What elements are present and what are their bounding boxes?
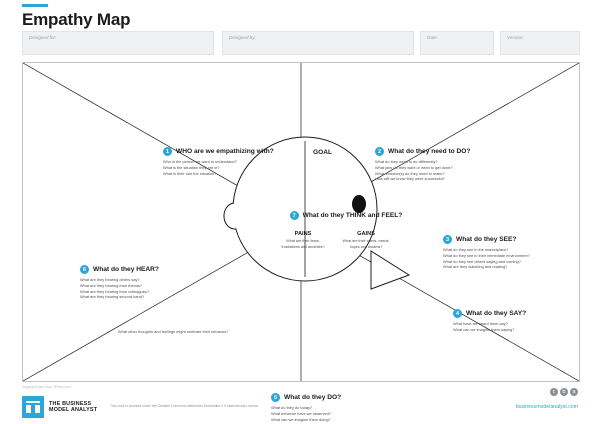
- think-title: What do they THINK and FEEL?: [302, 212, 403, 219]
- block-who: [163, 147, 274, 176]
- see-title: What do they SEE?: [456, 236, 517, 243]
- gains-label: GAINS: [357, 231, 375, 237]
- who-title: WHO are we empathizing with?: [176, 148, 274, 155]
- who-line-1: Who is the person we want to understand?: [163, 159, 237, 164]
- page-title: Empathy Map: [22, 10, 131, 29]
- by-icon: b: [560, 388, 568, 396]
- think-number: 7: [290, 211, 299, 220]
- gains-group: [335, 231, 397, 250]
- copyright-note: Copyright Dave Gray, XPlane.com: [22, 385, 71, 389]
- date-label: Date:: [427, 35, 438, 40]
- block-do: [271, 393, 341, 422]
- hear-number: 6: [80, 265, 89, 274]
- say-line-1: What have we heard them say?: [453, 321, 508, 326]
- see-line-2: What do they see in their immediate environment?: [443, 252, 530, 258]
- date-field[interactable]: [420, 31, 494, 55]
- see-lines: [443, 247, 530, 270]
- hear-line-1: What are they hearing others say?: [80, 277, 140, 282]
- brand-line-1: THE BUSINESS: [49, 401, 92, 407]
- brand-mark-icon: [22, 396, 44, 418]
- say-line-2: What can we imagine them saying?: [453, 326, 515, 332]
- who-lines: [163, 159, 274, 176]
- designed-by-field[interactable]: [222, 31, 414, 55]
- do-title: What do they DO?: [284, 394, 342, 401]
- see-number: 3: [443, 235, 452, 244]
- need-to-do-lines: [375, 159, 470, 182]
- hear-line-4: What are they hearing second-hand?: [80, 294, 145, 300]
- see-line-1: What do they see in the marketplace?: [443, 247, 509, 252]
- designed-by-label: Designed by:: [229, 35, 256, 40]
- gains-line-2: hopes and dreams?: [349, 244, 383, 249]
- bottom-question: What other thoughts and feelings might motivate their behavior?: [118, 329, 229, 334]
- need-to-do-line-2: What jobs do they want or need to get done?: [375, 164, 453, 170]
- say-number: 4: [453, 309, 462, 318]
- say-title: What do they SAY?: [466, 310, 527, 317]
- who-line-3: What is their role the situation?: [163, 170, 217, 176]
- pains-label: PAINS: [294, 231, 312, 237]
- hear-lines: [80, 277, 159, 300]
- do-number: 5: [271, 393, 280, 402]
- creative-commons-icons: [550, 388, 578, 396]
- do-line-1: What do they do today?: [271, 405, 313, 410]
- need-to-do-title: What do they need to DO?: [388, 148, 471, 155]
- block-need-to-do: [375, 147, 470, 182]
- brand-line-2: MODEL ANALYST: [49, 407, 98, 413]
- see-line-3: What do they see others saying and coming?: [443, 258, 521, 264]
- do-line-2: What behavior have we observed?: [271, 410, 331, 416]
- goal-label: GOAL: [313, 149, 333, 156]
- block-think-and-feel: [266, 211, 426, 223]
- block-say: [453, 309, 526, 333]
- gains-line-1: What are their wants, needs,: [342, 239, 390, 243]
- hear-line-2: What are they hearing from friends?: [80, 282, 143, 288]
- need-to-do-line-3: What decision(s) do they need to make?: [375, 170, 445, 176]
- need-to-do-number: 2: [375, 147, 384, 156]
- pains-line-2: frustrations and anxieties?: [281, 244, 325, 249]
- brand-text: [49, 401, 97, 413]
- block-hear: [80, 265, 159, 300]
- brand-logo: [22, 396, 97, 418]
- license-note: This work is licensed under the Creative Commons Attribution-ShareAlike 4.0 International License.: [110, 404, 259, 408]
- designed-for-field[interactable]: [22, 31, 214, 55]
- do-line-3: What can we imagine them doing?: [271, 416, 331, 422]
- title-accent-rule: [22, 4, 48, 7]
- hear-title: What do they HEAR?: [93, 266, 159, 273]
- block-see: [443, 235, 530, 270]
- who-number: 1: [163, 147, 172, 156]
- website-link[interactable]: businessmodelanalyst.com: [515, 404, 578, 410]
- need-to-do-line-4: How will we know they were successful?: [375, 176, 445, 182]
- pains-line-1: What are their fears,: [286, 239, 320, 243]
- pains-group: [275, 231, 331, 250]
- cc-icon: c: [550, 388, 558, 396]
- sa-icon: a: [570, 388, 578, 396]
- see-line-4: What are they watching and reading?: [443, 264, 508, 270]
- who-line-2: What is the situation they are in?: [163, 164, 220, 170]
- hear-line-3: What are they hearing from colleagues?: [80, 288, 149, 294]
- need-to-do-line-1: What do they need to do differently?: [375, 159, 438, 164]
- say-lines: [453, 321, 526, 333]
- version-label: Version:: [507, 35, 524, 40]
- version-field[interactable]: [500, 31, 580, 55]
- designed-for-label: Designed for:: [29, 35, 57, 40]
- do-lines: [271, 405, 341, 422]
